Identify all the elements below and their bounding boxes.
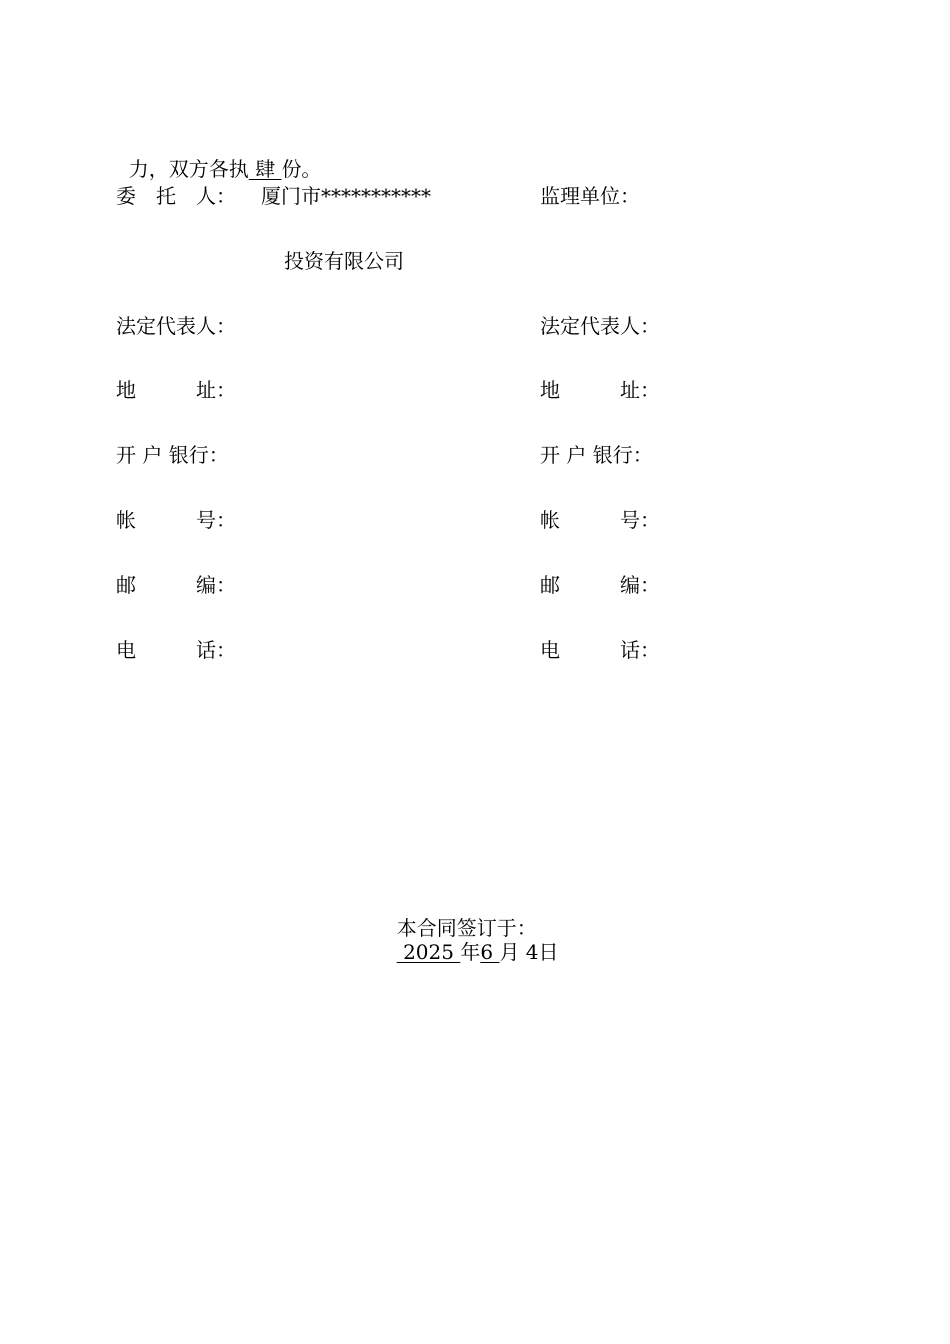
client-address-label: 地 址： xyxy=(116,378,236,402)
client-postcode-label: 邮 编： xyxy=(116,573,236,597)
client-name-line2: 投资有限公司 xyxy=(284,249,404,273)
supervisor-account-label: 帐 号： xyxy=(540,508,660,532)
client-label: 委 托 人： xyxy=(116,184,236,208)
supervisor-bank-label: 开 户 银行： xyxy=(540,443,653,467)
supervisor-label: 监理单位： xyxy=(540,184,640,208)
signing-year-unit: 年 xyxy=(460,940,481,964)
signing-date-label: 本合同签订于： xyxy=(396,916,537,940)
copies-clause xyxy=(116,133,321,181)
signing-month: 6 xyxy=(480,940,500,964)
client-legal-rep-label: 法定代表人： xyxy=(116,314,236,338)
copies-clause-prefix: 力，双方各执 xyxy=(128,157,249,181)
signing-day: 4 xyxy=(525,940,539,964)
client-account-label: 帐 号： xyxy=(116,508,236,532)
copies-clause-suffix: 份。 xyxy=(281,157,322,181)
signing-year: 2025 xyxy=(396,940,461,964)
client-bank-label: 开 户 银行： xyxy=(116,443,229,467)
signing-month-unit: 月 xyxy=(499,940,520,964)
signing-day-unit: 日 xyxy=(538,940,559,964)
supervisor-phone-label: 电 话： xyxy=(540,638,660,662)
supervisor-postcode-label: 邮 编： xyxy=(540,573,660,597)
supervisor-legal-rep-label: 法定代表人： xyxy=(540,314,660,338)
supervisor-address-label: 地 址： xyxy=(540,378,660,402)
client-name-line1: 厦门市*********** xyxy=(261,184,431,208)
signing-date-line xyxy=(384,892,559,964)
client-phone-label: 电 话： xyxy=(116,638,236,662)
copies-count: 肆 xyxy=(248,157,282,181)
